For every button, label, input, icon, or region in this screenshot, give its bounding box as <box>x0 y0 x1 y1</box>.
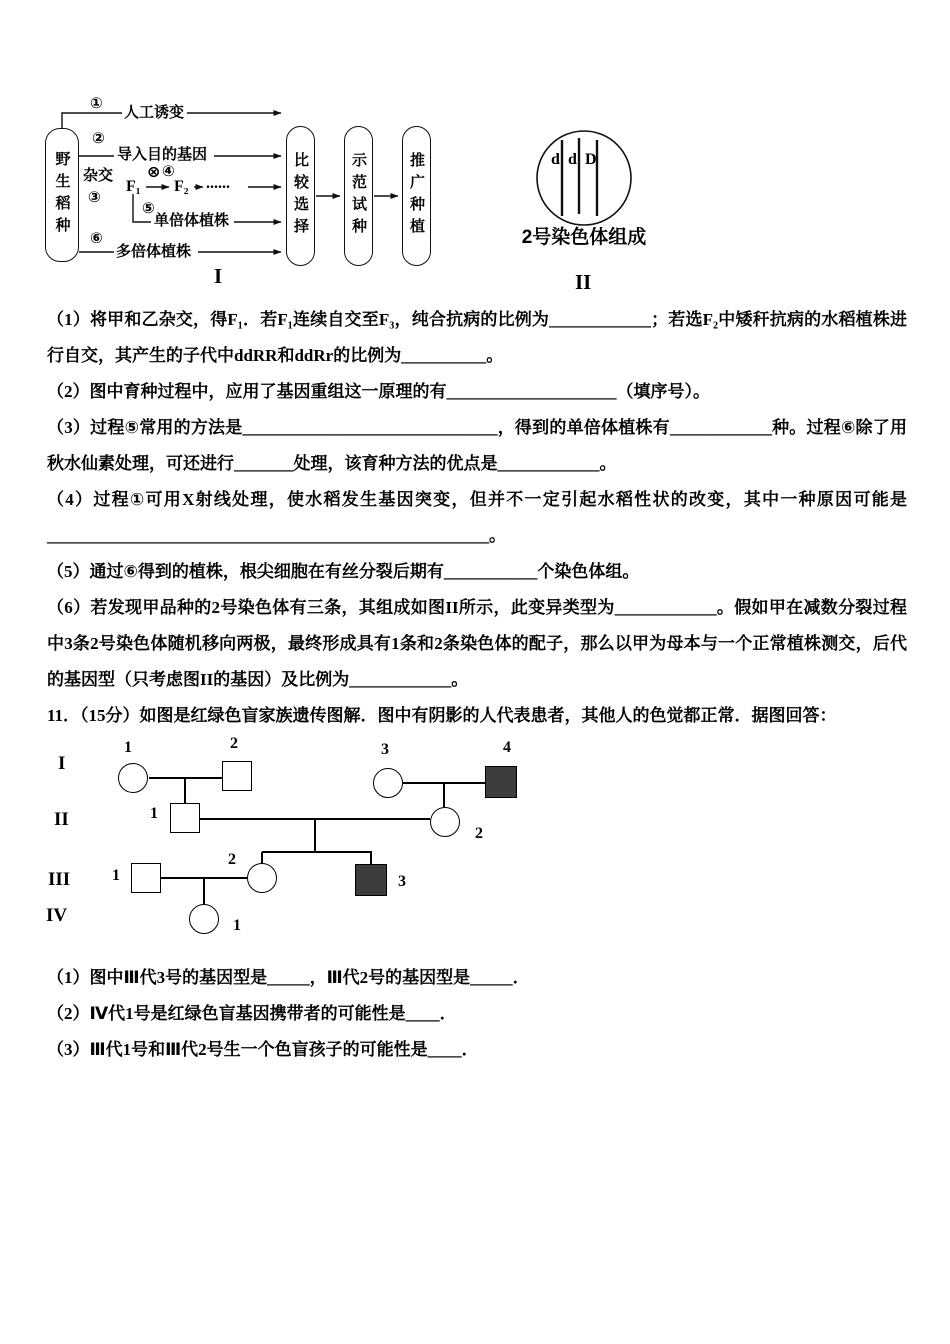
person-III-3-number: 3 <box>398 873 406 890</box>
step5-label: 单倍体植株 <box>154 212 230 229</box>
allele-label-d1: d <box>551 151 560 168</box>
person-I-4-number: 4 <box>503 739 511 756</box>
descent-line-to-III3 <box>370 852 372 864</box>
figure2-caption: 2号染色体组成 <box>521 227 647 248</box>
person-II-2-female <box>430 807 460 837</box>
step4-number: ④ <box>162 163 175 180</box>
question-6: （6）若发现甲品种的2号染色体有三条，其组成如图II所示，此变异类型为____________。假如甲在减数分裂过程中3条2号染色体随机移向两极，最终形成具有1条和2条染色体的配子，那么以甲为母本与一个正常植株测交，后代的基因型（只考虑图II的基因）及比例为____________。 <box>47 598 907 689</box>
ellipsis-label: ...... <box>206 175 230 192</box>
person-I-1-number: 1 <box>124 739 132 756</box>
generation-label-1: I <box>58 753 66 774</box>
person-I-1-female <box>118 763 148 793</box>
question-11-intro: 11．（15分）如图是红绿色盲家族遗传图解．图中有阴影的人代表患者，其他人的色觉都正常．据图回答： <box>47 706 837 725</box>
generation-label-3: III <box>48 869 71 890</box>
person-III-1-number: 1 <box>112 867 120 884</box>
sub-question-3: （3）Ⅲ代1号和Ⅲ代2号生一个色盲孩子的可能性是____． <box>47 1040 479 1059</box>
box-demo-trial: 示范试种 <box>344 126 373 266</box>
figure2-label: II <box>575 270 592 294</box>
descent-line-to-II1 <box>184 778 186 803</box>
step1-number: ① <box>90 95 103 112</box>
step5-number: ⑤ <box>142 200 155 217</box>
box-compare-select: 比较选择 <box>286 126 315 266</box>
descent-line-II-couple <box>314 819 316 852</box>
step6-number: ⑥ <box>90 230 103 247</box>
allele-label-d2: d <box>568 151 577 168</box>
box-wild-rice-seed: 野生稻种 <box>45 128 79 262</box>
sub-question-1: （1）图中Ⅲ代3号的基因型是_____，Ⅲ代2号的基因型是_____． <box>47 968 530 987</box>
cell-circle <box>537 131 631 225</box>
question-5: （5）通过⑥得到的植株，根尖细胞在有丝分裂后期有___________个染色体组。 <box>47 562 640 581</box>
question-4: （4）过程①可用X射线处理，使水稻发生基因突变，但并不一定引起水稻性状的改变，其中一种原因可能是____________________________________________________。 <box>47 490 907 545</box>
step3-number: ③ <box>88 189 101 206</box>
pedigree-chart <box>0 734 950 958</box>
person-I-2-number: 2 <box>230 735 238 752</box>
person-III-2-number: 2 <box>228 851 236 868</box>
sub-questions-block <box>0 958 950 1068</box>
f2-label: F₂ <box>174 178 189 195</box>
allele-label-D: D <box>585 151 597 168</box>
step2-label: 导入目的基因 <box>117 146 208 163</box>
question-2: （2）图中育种过程中，应用了基因重组这一原理的有____________________（填序号）。 <box>47 382 710 401</box>
question-1: （1）将甲和乙杂交，得F₁．若F₁连续自交至F₃，纯合抗病的比例为____________；若选F₂中矮秆抗病的水稻植株进行自交，其产生的子代中ddRR和ddRr的比例为__________。 <box>47 310 907 365</box>
person-I-3-female <box>373 768 403 798</box>
person-I-4-male-affected <box>485 766 517 798</box>
step1-label: 人工诱变 <box>124 104 185 121</box>
person-I-3-number: 3 <box>381 741 389 758</box>
person-III-1-male <box>131 863 161 893</box>
person-II-1-male <box>170 803 200 833</box>
person-II-2-number: 2 <box>475 825 483 842</box>
descent-line-to-III2 <box>261 852 263 863</box>
person-I-2-male <box>222 761 252 791</box>
chromosome-cell-diagram <box>537 131 631 225</box>
f1-label: F₁ <box>126 178 141 195</box>
person-IV-1-female <box>189 904 219 934</box>
descent-line-to-IV1 <box>203 878 205 904</box>
cross-label: 杂交 <box>83 167 114 184</box>
person-IV-1-number: 1 <box>233 917 241 934</box>
question-3: （3）过程⑤常用的方法是______________________________，得到的单倍体植株有____________种。过程⑥除了用秋水仙素处理，可还进行_______处理，该育种方法的优点是____________。 <box>47 418 907 473</box>
sibling-line-III <box>262 851 372 853</box>
step6-label: 多倍体植株 <box>116 243 192 260</box>
generation-label-2: II <box>54 809 69 830</box>
generation-label-4: IV <box>46 905 68 926</box>
main-questions-block <box>0 300 950 734</box>
step2-number: ② <box>92 130 105 147</box>
box-extend-planting: 推广种植 <box>402 126 431 266</box>
figure1-caption: I <box>214 264 223 288</box>
sub-question-2: （2）Ⅳ代1号是红绿色盲基因携带者的可能性是____． <box>47 1004 457 1023</box>
person-III-3-male-affected <box>355 864 387 896</box>
figures-section <box>0 0 950 300</box>
person-III-2-female <box>247 863 277 893</box>
descent-line-to-II2 <box>443 783 445 807</box>
person-II-1-number: 1 <box>150 805 158 822</box>
self-cross-icon: ⊗ <box>147 164 161 181</box>
